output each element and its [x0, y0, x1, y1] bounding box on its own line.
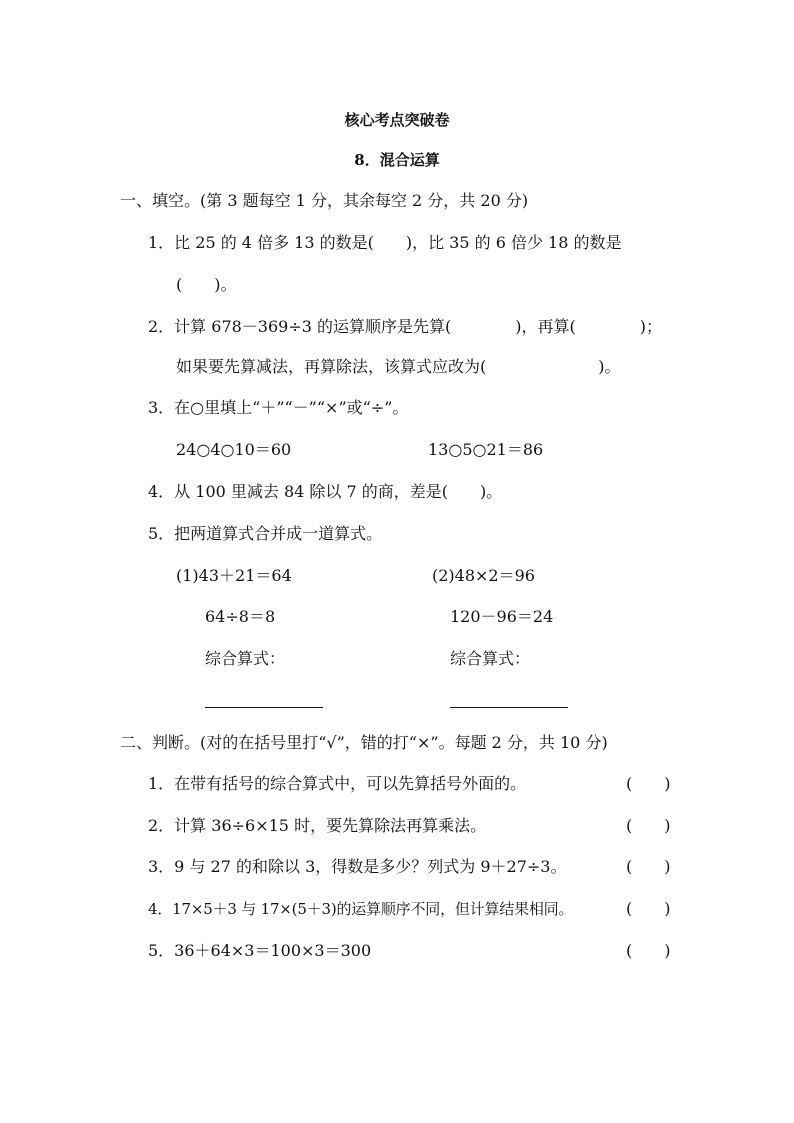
q3-expr-b: 13○5○21＝86 — [428, 440, 544, 459]
section2-heading: 二、判断。(对的在括号里打“√”，错的打“×”。每题 2 分，共 10 分) — [120, 733, 608, 752]
q5: 5．把两道算式合并成一道算式。 — [148, 524, 383, 543]
q3-line1: 3．在○里填上“＋”“－”“×”或“÷”。 — [148, 398, 409, 417]
q5-a-label: 综合算式： — [205, 649, 286, 668]
judge-item: 5．36＋64×3＝100×3＝300 — [148, 941, 372, 960]
judge-bracket[interactable]: ( ) — [626, 816, 671, 835]
judge-item: 1．在带有括号的综合算式中，可以先算括号外面的。 — [148, 774, 527, 793]
q5-a-answer-line[interactable] — [205, 707, 323, 708]
judge-bracket[interactable]: ( ) — [626, 774, 671, 793]
judge-bracket[interactable]: ( ) — [626, 941, 671, 960]
q3-expr-a: 24○4○10＝60 — [176, 440, 292, 459]
q2-line2: 如果要先算减法，再算除法，该算式应改为( )。 — [176, 357, 621, 376]
q5-b-label: 综合算式： — [450, 649, 531, 668]
page-subtitle: 8．混合运算 — [354, 151, 440, 169]
q5-b-eq2: 120－96＝24 — [450, 607, 554, 626]
page-title: 核心考点突破卷 — [344, 111, 450, 129]
q5-a-eq1: (1)43＋21＝64 — [176, 566, 292, 585]
q1-line2: ( )。 — [176, 275, 237, 294]
judge-bracket[interactable]: ( ) — [626, 899, 671, 918]
q5-b-answer-line[interactable] — [450, 707, 568, 708]
judge-bracket[interactable]: ( ) — [626, 857, 671, 876]
q2-line1: 2．计算 678－369÷3 的运算顺序是先算( )，再算( )； — [148, 317, 662, 336]
judge-item: 4．17×5＋3 与 17×(5＋3)的运算顺序不同，但计算结果相同。 — [148, 900, 574, 918]
q5-b-eq1: (2)48×2＝96 — [432, 566, 535, 585]
q5-a-eq2: 64÷8＝8 — [205, 607, 276, 626]
section1-heading: 一、填空。(第 3 题每空 1 分，其余每空 2 分，共 20 分) — [120, 191, 529, 210]
q4: 4．从 100 里减去 84 除以 7 的商，差是( )。 — [148, 482, 503, 501]
judge-item: 2．计算 36÷6×15 时，要先算除法再算乘法。 — [148, 816, 487, 835]
judge-item: 3．9 与 27 的和除以 3，得数是多少？列式为 9＋27÷3。 — [148, 857, 567, 876]
q1-line1: 1．比 25 的 4 倍多 13 的数是( )，比 35 的 6 倍少 18 的数是 — [148, 233, 622, 252]
